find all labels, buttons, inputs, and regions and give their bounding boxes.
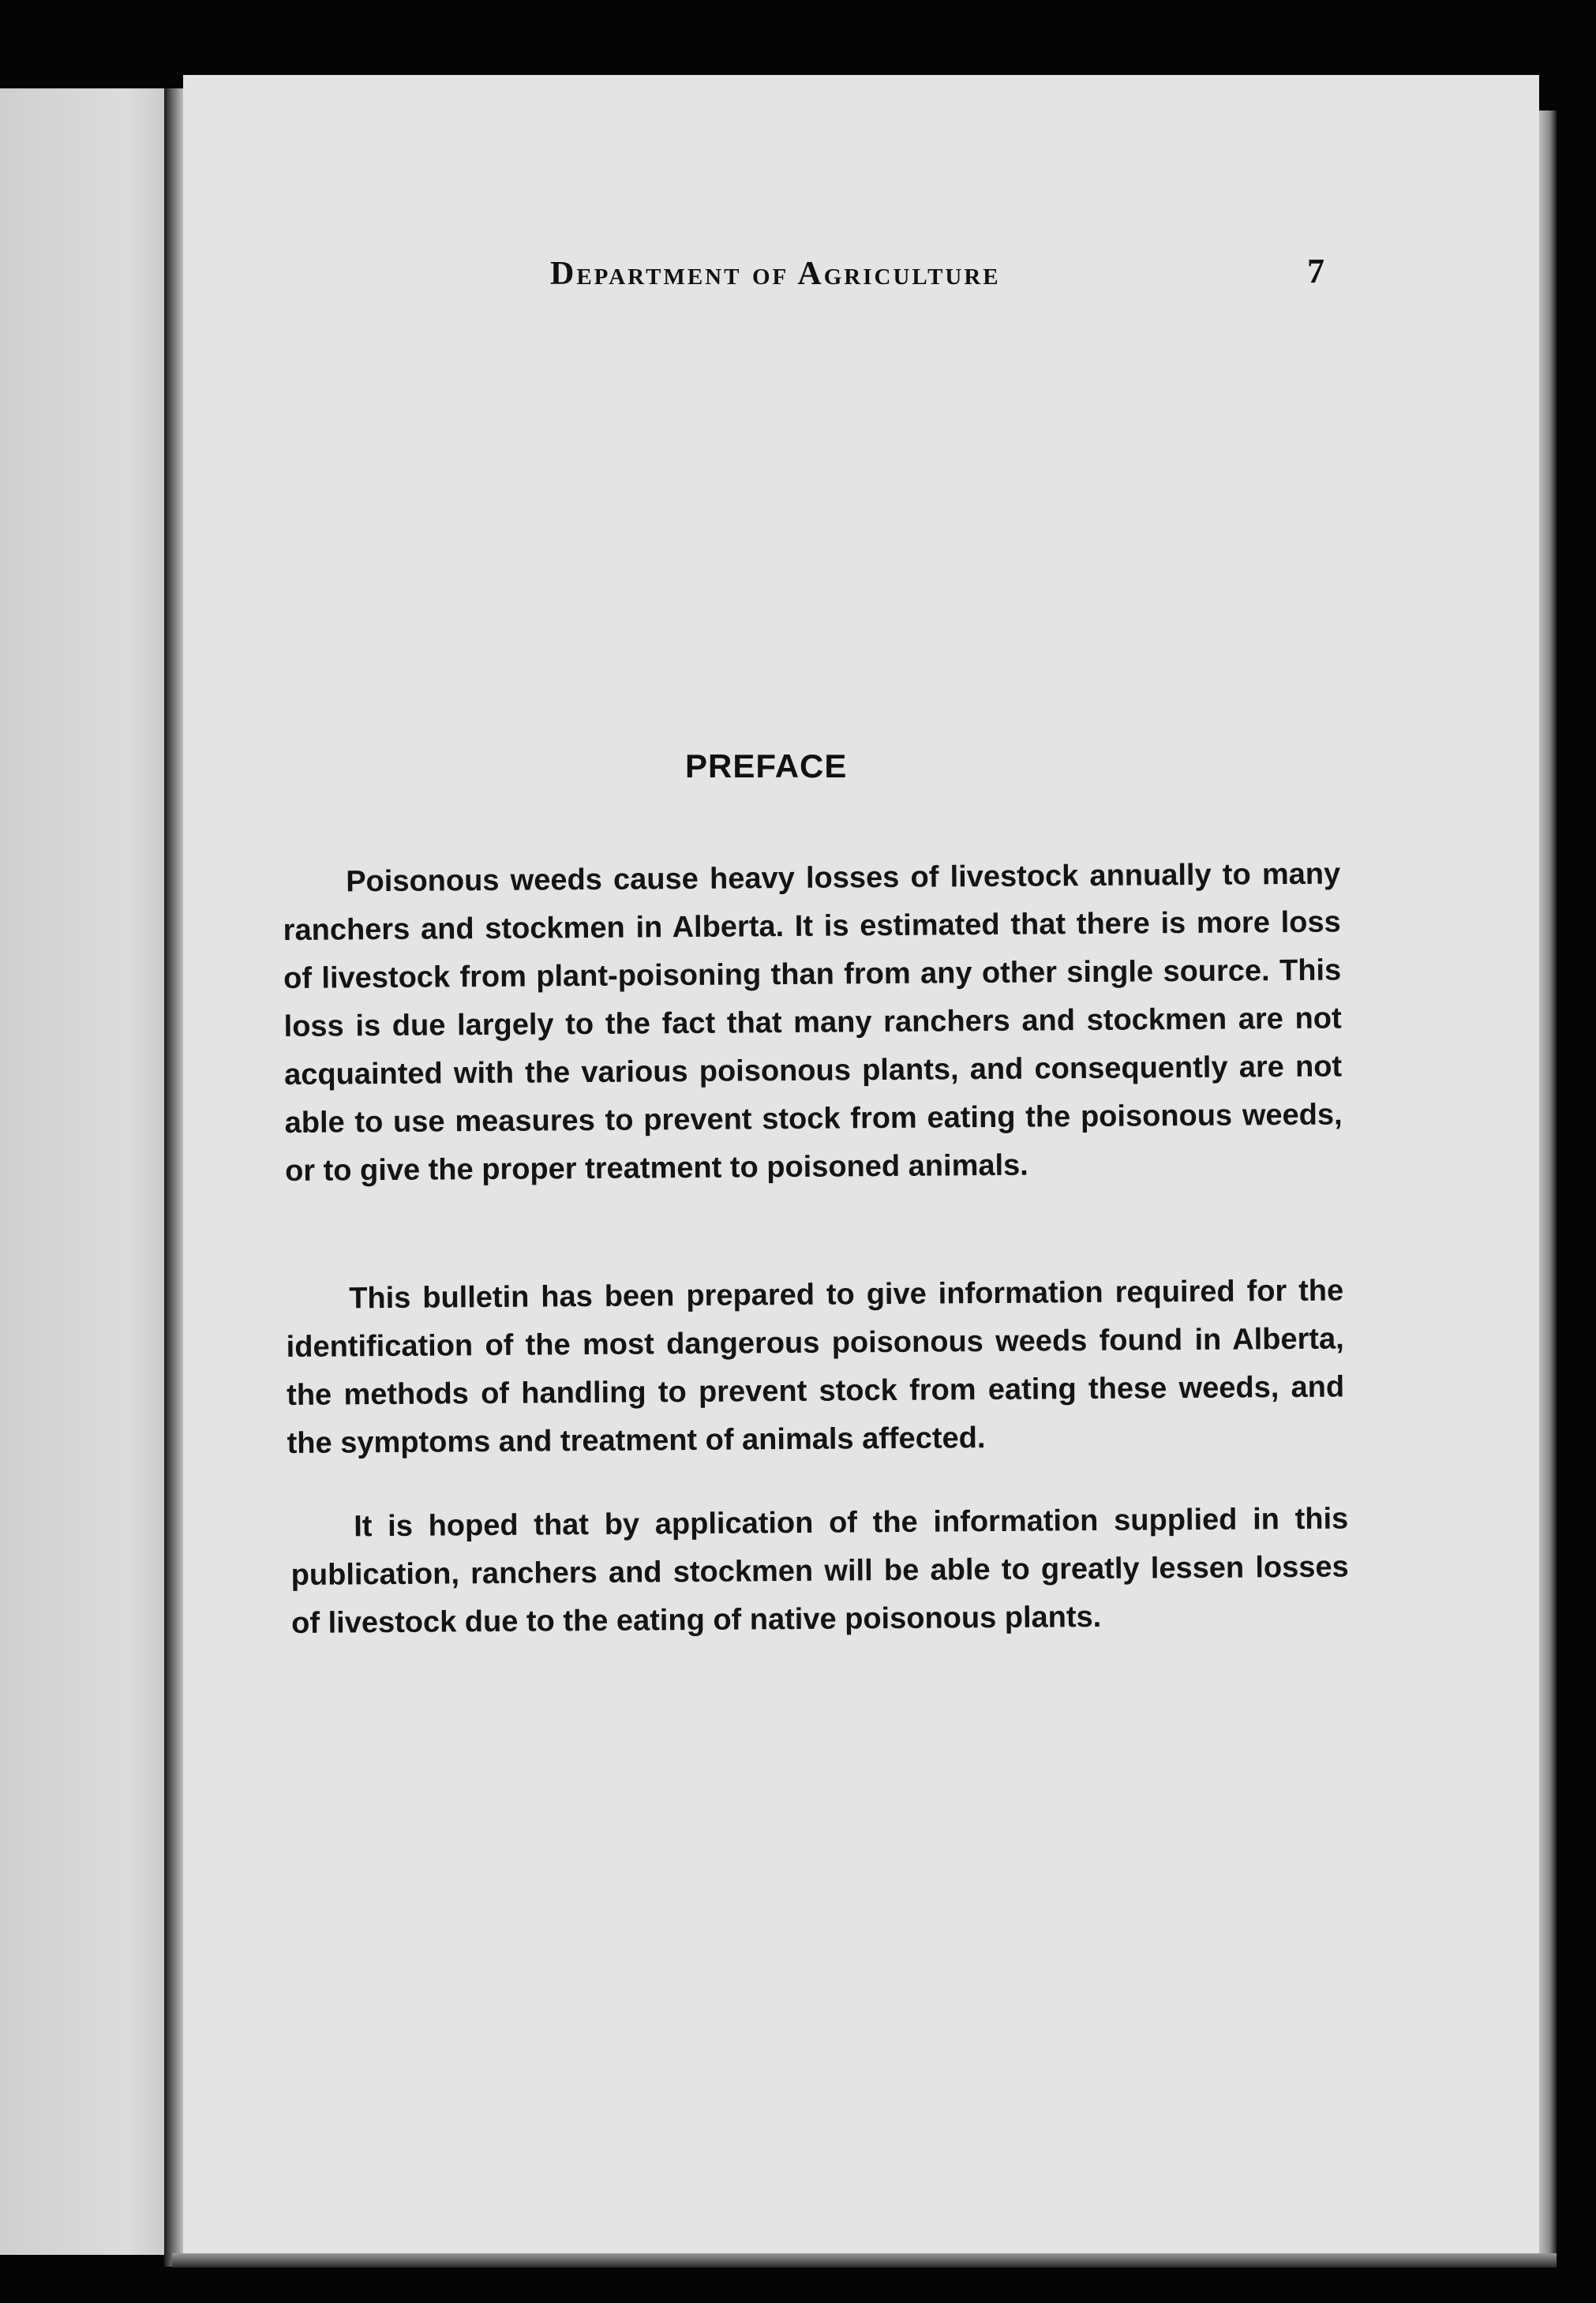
section-heading: PREFACE [685,747,848,785]
page-bottom-edge [172,2253,1557,2267]
paragraph-text: It is hoped that by application of the information supplied in this publication, ranchers and stockmen will be able to greatly lessen losses of livestock due to the eating of native poisonous plants. [290,1502,1349,1640]
paragraph-text: Poisonous weeds cause heavy losses of livestock annually to many ranchers and stockmen in Alberta. It is estimated that there is more loss of livestock from plant-poisoning than from any other single source. This loss is due largely to the fact that many ranchers and stockmen are not acquainted with the various poisonous plants, and consequently are not able to use measures to prevent stock from eating the poisonous weeds, or to give the proper treatment to poisoned animals. [283,857,1343,1188]
paragraph [286,1267,1345,1468]
page-number: 7 [1307,252,1324,290]
paragraph [283,850,1343,1196]
book-gutter [164,88,185,2267]
running-head: Department of Agriculture [550,256,1001,292]
paragraph-text: This bulletin has been prepared to give information required for the identification of the most dangerous poisonous weeds found in Alberta, the methods of handling to prevent stock from eating these weeds, and the symptoms and treatment of animals affected. [286,1274,1345,1460]
paragraph [290,1495,1349,1648]
page-right-edge [1539,110,1557,2257]
facing-page-edge [0,88,183,2255]
